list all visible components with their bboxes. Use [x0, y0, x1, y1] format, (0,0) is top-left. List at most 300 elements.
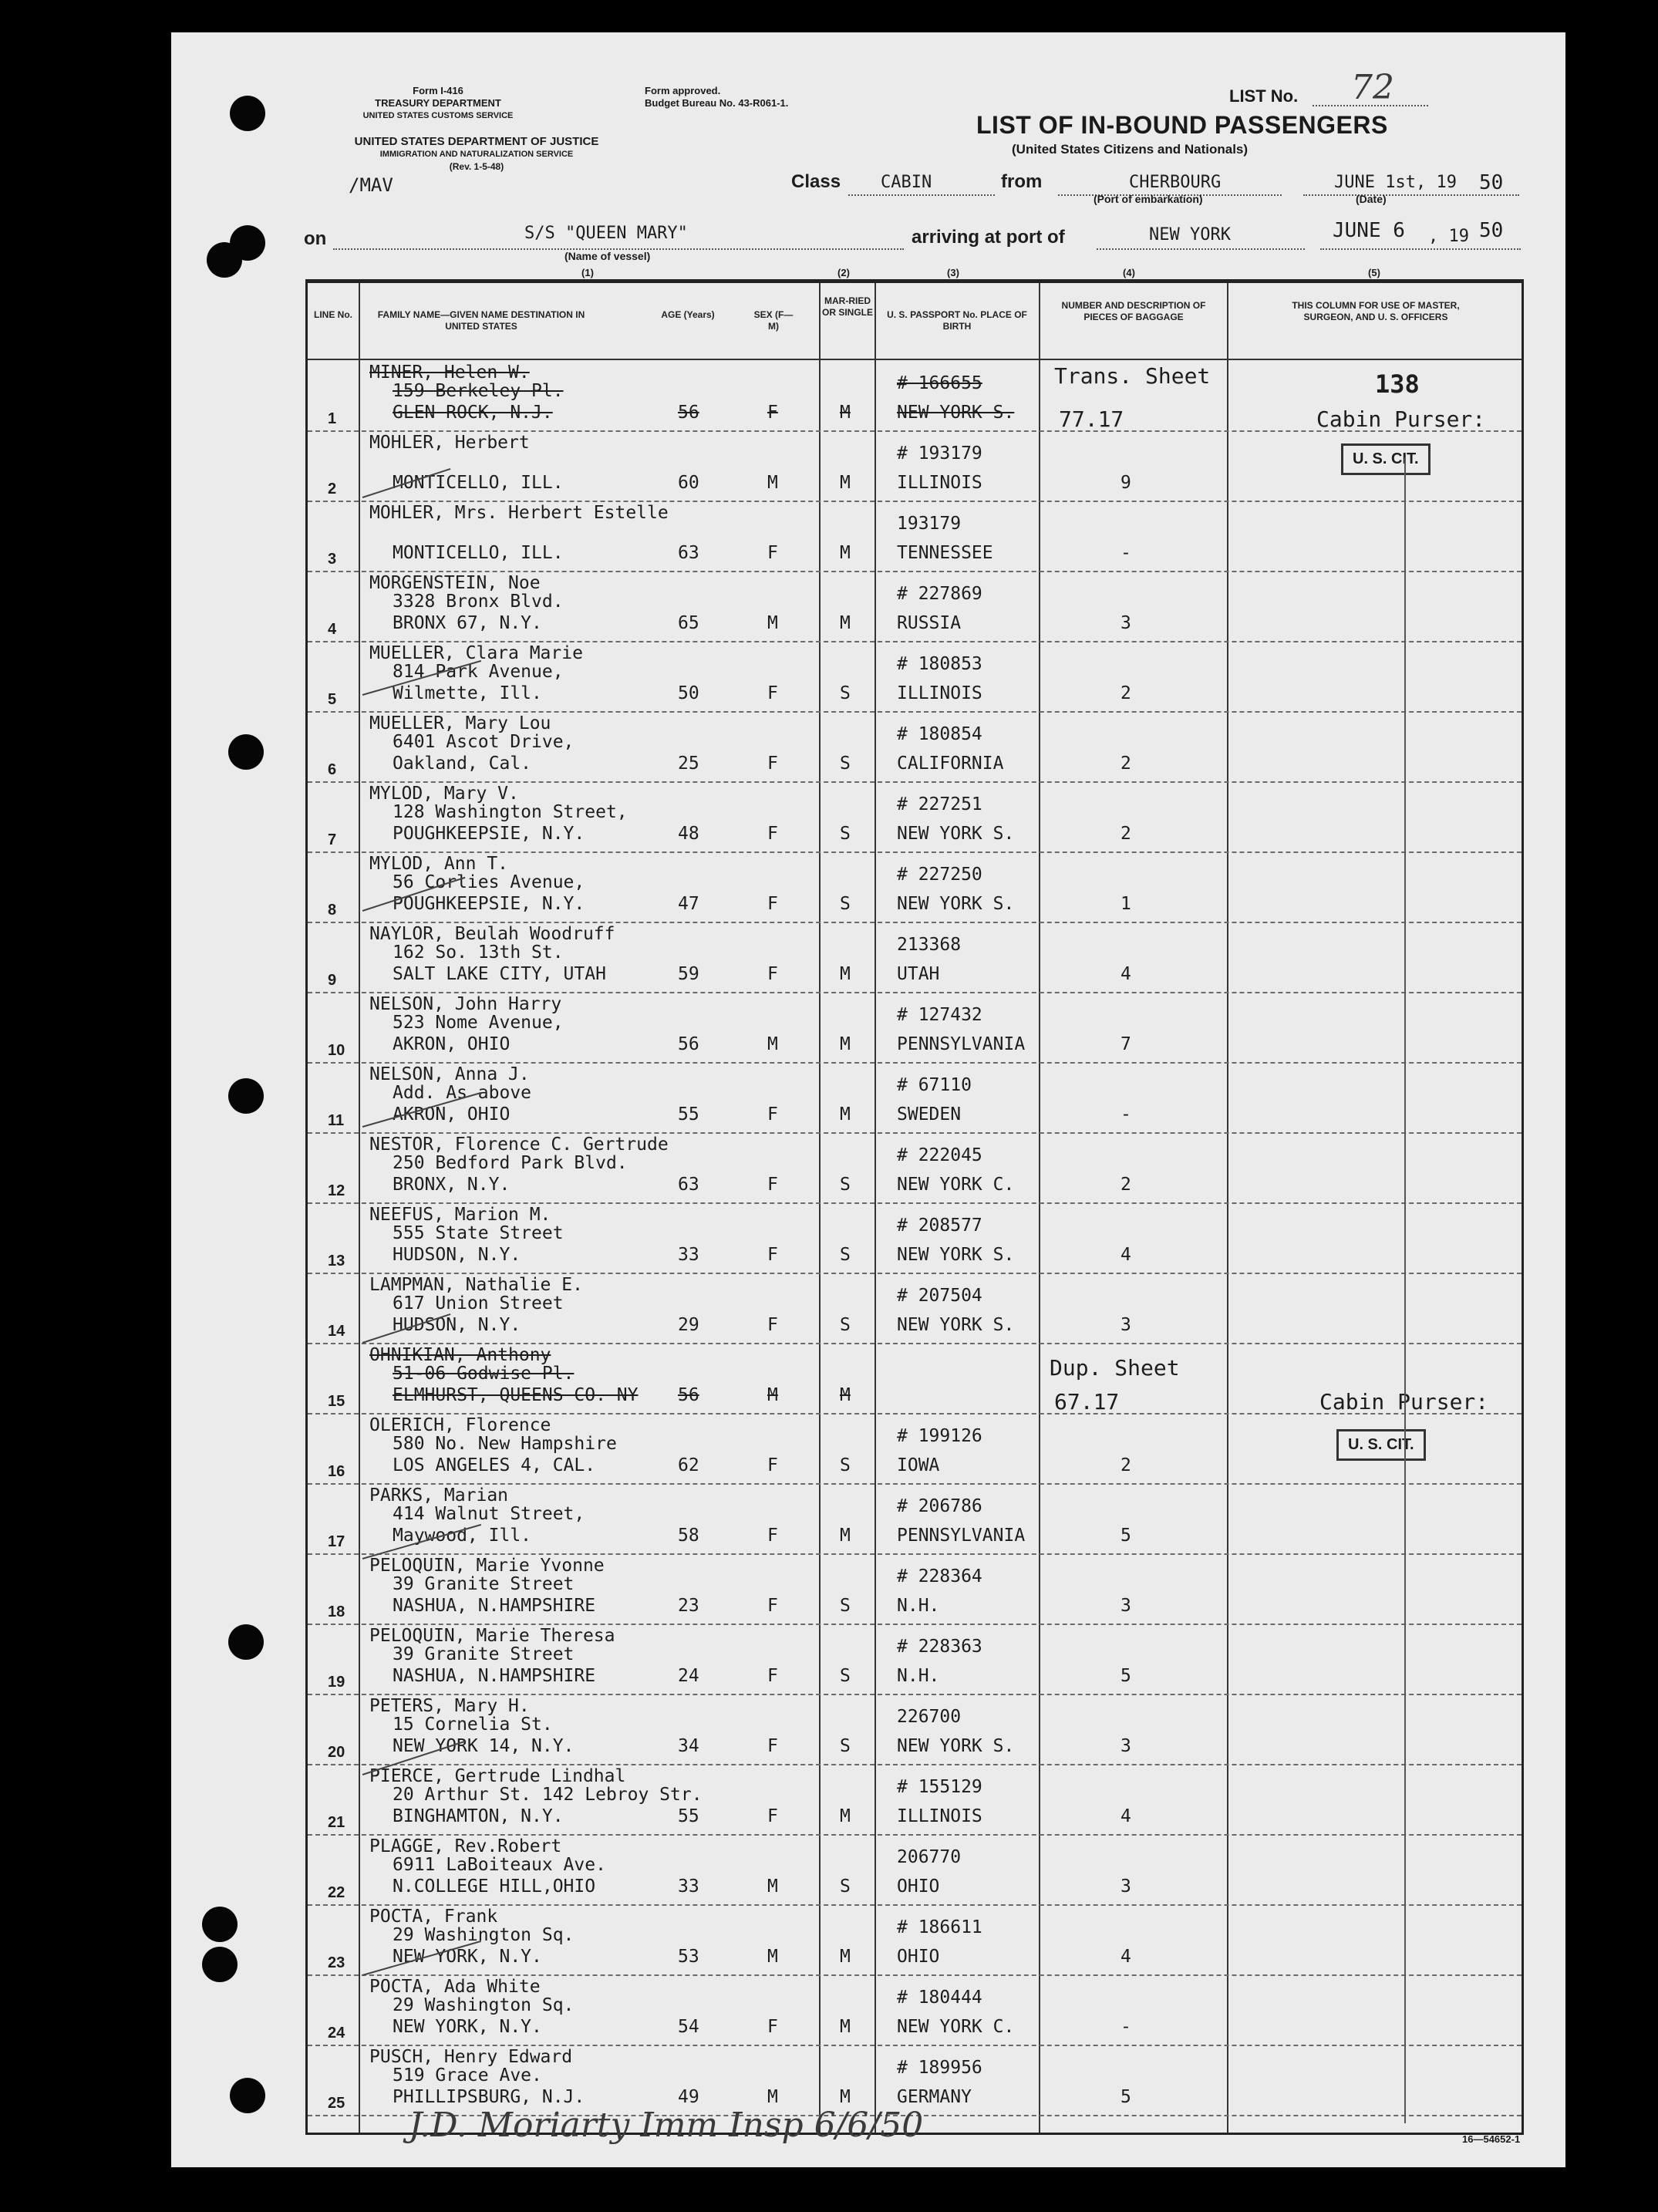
marital-status: M — [840, 1806, 851, 1826]
place-of-birth: NEW YORK S. — [897, 1315, 1015, 1335]
line-number: 12 — [328, 1182, 345, 1199]
line-number: 5 — [328, 691, 337, 708]
table-row — [308, 641, 1522, 713]
age: 55 — [678, 1806, 699, 1826]
age: 33 — [678, 1876, 699, 1897]
destination: NASHUA, N.HAMPSHIRE — [393, 1596, 596, 1616]
destination: SALT LAKE CITY, UTAH — [393, 964, 606, 984]
class-label: Class — [791, 171, 841, 192]
table-row — [308, 1132, 1522, 1204]
age: 54 — [678, 2017, 699, 2037]
baggage-count: - — [1120, 2017, 1131, 2037]
address-line: 51-06 Godwise Pl. — [393, 1364, 575, 1384]
arrival-year-prefix: , 19 — [1428, 227, 1469, 246]
age: 24 — [678, 1666, 699, 1686]
passport-number: 213368 — [897, 935, 962, 955]
baggage-count: 4 — [1120, 1245, 1131, 1265]
sex: F — [767, 894, 778, 914]
revision: (Rev. 1-5-48) — [449, 161, 504, 172]
table-row — [308, 851, 1522, 923]
line-number: 15 — [328, 1393, 345, 1410]
line-number: 8 — [328, 902, 337, 919]
sex: F — [767, 1315, 778, 1335]
age: 47 — [678, 894, 699, 914]
destination: BRONX 67, N.Y. — [393, 613, 542, 633]
place-of-birth: OHIO — [897, 1876, 940, 1897]
col-head-name: FAMILY NAME—GIVEN NAME DESTINATION IN UNITED STATES — [377, 309, 585, 332]
address-line: 580 No. New Hampshire — [393, 1434, 617, 1454]
destination: NEW YORK, N.Y. — [393, 2017, 542, 2037]
place-of-birth: NEW YORK C. — [897, 2017, 1015, 2037]
table-row — [308, 1553, 1522, 1625]
age: 59 — [678, 964, 699, 984]
col-head-married: MAR-RIED OR SINGLE — [822, 295, 874, 318]
marital-status: M — [840, 543, 851, 563]
table-row — [308, 922, 1522, 993]
baggage-count: - — [1120, 1104, 1131, 1125]
justice-dept: UNITED STATES DEPARTMENT OF JUSTICE — [354, 135, 599, 148]
destination: POUGHKEEPSIE, N.Y. — [393, 824, 585, 844]
marital-status: S — [840, 1455, 851, 1475]
marital-status: M — [840, 473, 851, 493]
address-line: 162 So. 13th St. — [393, 942, 564, 963]
binder-hole — [228, 734, 264, 770]
sex: M — [767, 473, 778, 493]
passenger-name: OLERICH, Florence — [369, 1415, 551, 1435]
destination: Maywood, Ill. — [393, 1526, 532, 1546]
address-line: 6911 LaBoiteaux Ave. — [393, 1855, 606, 1875]
from-value: CHERBOURG — [1129, 173, 1222, 192]
passenger-name: MYLOD, Mary V. — [369, 784, 519, 804]
us-cit-stamp: U. S. CIT. — [1341, 443, 1431, 475]
passport-number: # 206786 — [897, 1496, 982, 1516]
address-line: 128 Washington Street, — [393, 802, 628, 822]
address-line: Add. As above — [393, 1083, 532, 1103]
age: 33 — [678, 1245, 699, 1265]
date-value: JUNE 1st, 19 — [1334, 173, 1457, 192]
on-label: on — [304, 228, 327, 249]
place-of-birth: N.H. — [897, 1666, 940, 1686]
budget-bureau: Budget Bureau No. 43-R061-1. — [645, 97, 789, 109]
marital-status: S — [840, 1245, 851, 1265]
age: 53 — [678, 1947, 699, 1967]
line-number: 23 — [328, 1954, 345, 1971]
arrival-port-line — [1097, 248, 1305, 250]
form-number: Form I-416 — [413, 85, 463, 96]
col-num-2: (2) — [837, 267, 850, 278]
destination: POUGHKEEPSIE, N.Y. — [393, 894, 585, 914]
passport-number: # 208577 — [897, 1216, 982, 1236]
age: 56 — [678, 1385, 699, 1405]
destination: AKRON, OHIO — [393, 1104, 511, 1125]
place-of-birth: ILLINOIS — [897, 683, 982, 703]
passport-number: 226700 — [897, 1707, 962, 1727]
arrival-year: 50 — [1479, 219, 1504, 242]
passenger-name: POCTA, Ada White — [369, 1977, 541, 1997]
form-approved: Form approved. — [645, 85, 721, 96]
sex: F — [767, 1736, 778, 1756]
marital-status: M — [840, 1947, 851, 1967]
marital-status: M — [840, 1104, 851, 1125]
table-row — [308, 1273, 1522, 1344]
age: 56 — [678, 1034, 699, 1054]
destination: Oakland, Cal. — [393, 754, 532, 774]
line-number: 19 — [328, 1674, 345, 1691]
place-of-birth: RUSSIA — [897, 613, 962, 633]
passenger-name: NAYLOR, Beulah Woodruff — [369, 924, 615, 944]
inspector-signature: J.D. Moriarty Imm Insp 6/6/50 — [409, 2106, 924, 2145]
age: 60 — [678, 473, 699, 493]
address-line: 29 Washington Sq. — [393, 1925, 575, 1945]
place-of-birth: NEW YORK C. — [897, 1175, 1015, 1195]
passenger-rows — [308, 360, 1522, 2133]
passport-number: # 227250 — [897, 865, 982, 885]
passenger-name: MOHLER, Mrs. Herbert Estelle — [369, 503, 669, 523]
baggage-count: - — [1120, 543, 1131, 563]
marital-status: S — [840, 1876, 851, 1897]
table-row — [308, 430, 1522, 502]
age: 29 — [678, 1315, 699, 1335]
line-number: 3 — [328, 551, 337, 568]
sex: F — [767, 1175, 778, 1195]
line-number: 14 — [328, 1323, 345, 1340]
sex: F — [767, 1666, 778, 1686]
passport-number: # 228364 — [897, 1566, 982, 1587]
destination: HUDSON, N.Y. — [393, 1245, 521, 1265]
passport-number: # 193179 — [897, 443, 982, 464]
passport-number: # 222045 — [897, 1145, 982, 1165]
line-number: 17 — [328, 1533, 345, 1550]
place-of-birth: N.H. — [897, 1596, 940, 1616]
age: 58 — [678, 1526, 699, 1546]
destination: PHILLIPSBURG, N.J. — [393, 2087, 585, 2107]
place-of-birth: CALIFORNIA — [897, 754, 1004, 774]
passport-number: # 180853 — [897, 654, 982, 674]
destination: AKRON, OHIO — [393, 1034, 511, 1054]
destination: GLEN ROCK, N.J. — [393, 403, 553, 423]
destination: BINGHAMTON, N.Y. — [393, 1806, 564, 1826]
age: 23 — [678, 1596, 699, 1616]
sex: M — [767, 1385, 778, 1405]
vessel-name: S/S "QUEEN MARY" — [524, 224, 688, 243]
passport-number: # 180854 — [897, 724, 982, 744]
passenger-name: PARKS, Marian — [369, 1485, 509, 1506]
line-number: 2 — [328, 481, 337, 497]
address-line: 39 Granite Street — [393, 1644, 575, 1664]
col-head-line: LINE No. — [314, 309, 352, 320]
form-subtitle: (United States Citizens and Nationals) — [1012, 142, 1249, 157]
passenger-name: NELSON, John Harry — [369, 994, 562, 1014]
passenger-name: PIERCE, Gertrude Lindhal — [369, 1766, 626, 1786]
place-of-birth: NEW YORK S. — [897, 1736, 1015, 1756]
treasury-dept: TREASURY DEPARTMENT — [375, 97, 501, 109]
age: 50 — [678, 683, 699, 703]
place-of-birth: UTAH — [897, 964, 940, 984]
address-line: 617 Union Street — [393, 1293, 564, 1313]
address-line: 814 Park Avenue, — [393, 662, 564, 682]
baggage-count: 5 — [1120, 2087, 1131, 2107]
passport-number: 206770 — [897, 1847, 962, 1867]
address-line: 159 Berkeley Pl. — [393, 381, 564, 401]
destination: Wilmette, Ill. — [393, 683, 542, 703]
baggage-count: 7 — [1120, 1034, 1131, 1054]
age: 65 — [678, 613, 699, 633]
table-row — [308, 992, 1522, 1064]
baggage-count: 4 — [1120, 1947, 1131, 1967]
table-row — [308, 1834, 1522, 1906]
passport-number: # 199126 — [897, 1426, 982, 1446]
class-line — [848, 194, 995, 196]
table-row — [308, 1202, 1522, 1274]
baggage-count: 2 — [1120, 1175, 1131, 1195]
sex: M — [767, 2087, 778, 2107]
col-head-officers: THIS COLUMN FOR USE OF MASTER, SURGEON, AND U. S. OFFICERS — [1292, 300, 1460, 322]
col-head-passport: U. S. PASSPORT No. PLACE OF BIRTH — [887, 309, 1027, 332]
baggage-count: 1 — [1120, 894, 1131, 914]
col-head-age: AGE (Years) — [661, 309, 715, 320]
line-number: 16 — [328, 1463, 345, 1480]
passenger-name: PUSCH, Henry Edward — [369, 2047, 573, 2067]
baggage-count: 4 — [1120, 964, 1131, 984]
customs-service: UNITED STATES CUSTOMS SERVICE — [362, 111, 514, 120]
passenger-name: NEEFUS, Marion M. — [369, 1205, 551, 1225]
destination: BRONX, N.Y. — [393, 1175, 511, 1195]
baggage-count: 3 — [1120, 613, 1131, 633]
dup-amount: 67.17 — [1054, 1389, 1120, 1415]
destination: NEW YORK, N.Y. — [393, 1947, 542, 1967]
place-of-birth: IOWA — [897, 1455, 940, 1475]
age: 48 — [678, 824, 699, 844]
address-line: 56 Corlies Avenue, — [393, 872, 585, 892]
address-line: 523 Nome Avenue, — [393, 1013, 564, 1033]
passenger-name: MOHLER, Herbert — [369, 433, 530, 453]
baggage-count: 3 — [1120, 1876, 1131, 1897]
baggage-count: 5 — [1120, 1666, 1131, 1686]
place-of-birth: ILLINOIS — [897, 473, 982, 493]
trans-sheet: Trans. Sheet — [1054, 363, 1211, 389]
line-number: 10 — [328, 1042, 345, 1059]
list-no-value: 72 — [1351, 68, 1394, 107]
footer-code: 16—54652-1 — [1462, 2133, 1521, 2145]
marital-status: S — [840, 1175, 851, 1195]
address-line: 6401 Ascot Drive, — [393, 732, 575, 752]
line-number: 21 — [328, 1814, 345, 1831]
col-num-5: (5) — [1368, 267, 1380, 278]
place-of-birth: PENNSYLVANIA — [897, 1034, 1026, 1054]
address-line: 20 Arthur St. 142 Lebroy Str. — [393, 1785, 703, 1805]
officer-margin-line — [1404, 457, 1406, 2123]
sex: F — [767, 1526, 778, 1546]
age: 34 — [678, 1736, 699, 1756]
passport-number: # 227869 — [897, 584, 982, 604]
sex: F — [767, 824, 778, 844]
list-no-label: LIST No. — [1229, 86, 1299, 106]
baggage-count: 3 — [1120, 1315, 1131, 1335]
table-row — [308, 1764, 1522, 1836]
line-number: 13 — [328, 1253, 345, 1270]
from-label: from — [1001, 171, 1043, 192]
passenger-table — [305, 279, 1524, 2135]
sex: F — [767, 1104, 778, 1125]
col-num-3: (3) — [947, 267, 959, 278]
baggage-count: 4 — [1120, 1806, 1131, 1826]
marital-status: M — [840, 964, 851, 984]
marital-status: S — [840, 894, 851, 914]
passport-number: # 180444 — [897, 1988, 982, 2008]
destination: ELMHURST, QUEENS CO. NY — [393, 1385, 639, 1405]
passenger-name: MUELLER, Mary Lou — [369, 713, 551, 733]
passport-number: # 228363 — [897, 1637, 982, 1657]
place-of-birth: NEW YORK S. — [897, 1245, 1015, 1265]
place-of-birth: SWEDEN — [897, 1104, 962, 1125]
sex: M — [767, 1947, 778, 1967]
sex: F — [767, 1455, 778, 1475]
marital-status: M — [840, 1526, 851, 1546]
dup-sheet: Dup. Sheet — [1050, 1355, 1180, 1381]
line-number: 6 — [328, 761, 337, 778]
passenger-name: PELOQUIN, Marie Theresa — [369, 1626, 615, 1646]
line-number: 4 — [328, 621, 337, 638]
passenger-name: PLAGGE, Rev.Robert — [369, 1836, 562, 1856]
age: 62 — [678, 1455, 699, 1475]
passenger-name: MUELLER, Clara Marie — [369, 643, 583, 663]
sex: F — [767, 1245, 778, 1265]
sex: M — [767, 1876, 778, 1897]
sex: F — [767, 964, 778, 984]
baggage-count: 3 — [1120, 1596, 1131, 1616]
col-num-4: (4) — [1123, 267, 1135, 278]
passenger-name: OHNIKIAN, Anthony — [369, 1345, 551, 1365]
passport-number: # 67110 — [897, 1075, 972, 1095]
place-of-birth: NEW YORK S. — [897, 824, 1015, 844]
line-number: 18 — [328, 1603, 345, 1620]
address-line: 15 Cornelia St. — [393, 1715, 553, 1735]
passenger-name: LAMPMAN, Nathalie E. — [369, 1275, 583, 1295]
binder-hole — [230, 225, 265, 261]
date-line — [1303, 194, 1519, 196]
binder-hole — [228, 1078, 264, 1114]
place-of-birth: TENNESSEE — [897, 543, 993, 563]
destination: N.COLLEGE HILL,OHIO — [393, 1876, 596, 1897]
marital-status: M — [840, 613, 851, 633]
sex: M — [767, 1034, 778, 1054]
table-row — [308, 1694, 1522, 1765]
address-line: 414 Walnut Street, — [393, 1504, 585, 1524]
port-embarkation-caption: (Port of embarkation) — [1094, 193, 1203, 205]
marital-status: S — [840, 1596, 851, 1616]
table-row — [308, 1974, 1522, 2046]
class-value: CABIN — [881, 173, 932, 192]
baggage-count: 2 — [1120, 683, 1131, 703]
address-line: 555 State Street — [393, 1223, 564, 1243]
age: 55 — [678, 1104, 699, 1125]
sex: F — [767, 683, 778, 703]
line-number: 20 — [328, 1744, 345, 1761]
line-number: 11 — [328, 1112, 345, 1129]
address-line: 29 Washington Sq. — [393, 1995, 575, 2015]
trans-amount: 77.17 — [1059, 406, 1124, 432]
passport-number: # 186611 — [897, 1917, 982, 1937]
sex: F — [767, 403, 778, 423]
binder-hole — [228, 1624, 264, 1660]
table-row — [308, 1904, 1522, 1976]
passport-number: # 127432 — [897, 1005, 982, 1025]
cabin-purser-2: Cabin Purser: — [1319, 1389, 1489, 1415]
binder-hole — [202, 1907, 238, 1942]
passport-number: # 227251 — [897, 794, 982, 814]
age: 63 — [678, 543, 699, 563]
passenger-name: PETERS, Mary H. — [369, 1696, 530, 1716]
baggage-count: 5 — [1120, 1526, 1131, 1546]
passenger-name: PELOQUIN, Marie Yvonne — [369, 1556, 605, 1576]
marital-status: M — [840, 1385, 851, 1405]
marital-status: S — [840, 1315, 851, 1335]
form-title: LIST OF IN-BOUND PASSENGERS — [976, 111, 1388, 139]
marital-status: M — [840, 1034, 851, 1054]
baggage-count: 3 — [1120, 1736, 1131, 1756]
passenger-name: POCTA, Frank — [369, 1907, 498, 1927]
col-head-sex: SEX (F—M) — [753, 309, 794, 332]
place-of-birth: GERMANY — [897, 2087, 972, 2107]
sex: F — [767, 2017, 778, 2037]
binder-hole — [202, 1947, 238, 1982]
table-row — [308, 571, 1522, 642]
passport-number: # 166655 — [897, 373, 982, 393]
col-head-baggage: NUMBER AND DESCRIPTION OF PIECES OF BAGGAGE — [1061, 300, 1206, 322]
line-number: 25 — [328, 2095, 345, 2112]
place-of-birth: PENNSYLVANIA — [897, 1526, 1026, 1546]
destination: NEW YORK 14, N.Y. — [393, 1736, 575, 1756]
binder-hole — [230, 2078, 265, 2113]
marital-status: S — [840, 1666, 851, 1686]
passport-number: # 155129 — [897, 1777, 982, 1797]
passenger-name: MINER, Helen W. — [369, 362, 530, 383]
marital-status: S — [840, 683, 851, 703]
arrival-date: JUNE 6 — [1333, 219, 1405, 242]
date-year: 50 — [1479, 171, 1504, 194]
destination: MONTICELLO, ILL. — [393, 543, 564, 563]
office-code: /MAV — [349, 174, 393, 196]
place-of-birth: NEW YORK S. — [897, 403, 1015, 423]
sex: M — [767, 613, 778, 633]
baggage-count: 2 — [1120, 754, 1131, 774]
destination: NASHUA, N.HAMPSHIRE — [393, 1666, 596, 1686]
place-of-birth: ILLINOIS — [897, 1806, 982, 1826]
vessel-caption: (Name of vessel) — [564, 250, 651, 262]
passport-number: # 207504 — [897, 1286, 982, 1306]
baggage-count: 9 — [1120, 473, 1131, 493]
us-cit-stamp-2: U. S. CIT. — [1336, 1429, 1426, 1461]
cabin-purser: Cabin Purser: — [1316, 406, 1486, 432]
age: 25 — [678, 754, 699, 774]
marital-status: S — [840, 1736, 851, 1756]
destination: MONTICELLO, ILL. — [393, 473, 564, 493]
table-row — [308, 1483, 1522, 1555]
line-number: 1 — [328, 410, 337, 427]
passport-number: 193179 — [897, 514, 962, 534]
ins-service: IMMIGRATION AND NATURALIZATION SERVICE — [379, 150, 574, 159]
binder-hole — [230, 96, 265, 131]
age: 56 — [678, 403, 699, 423]
sex: F — [767, 1596, 778, 1616]
table-row — [308, 1062, 1522, 1134]
destination: LOS ANGELES 4, CAL. — [393, 1455, 596, 1475]
passenger-name: MORGENSTEIN, Noe — [369, 573, 541, 593]
sex: F — [767, 543, 778, 563]
arrival-port: NEW YORK — [1149, 225, 1231, 244]
passenger-name: MYLOD, Ann T. — [369, 854, 509, 874]
line-number: 24 — [328, 2025, 345, 2042]
